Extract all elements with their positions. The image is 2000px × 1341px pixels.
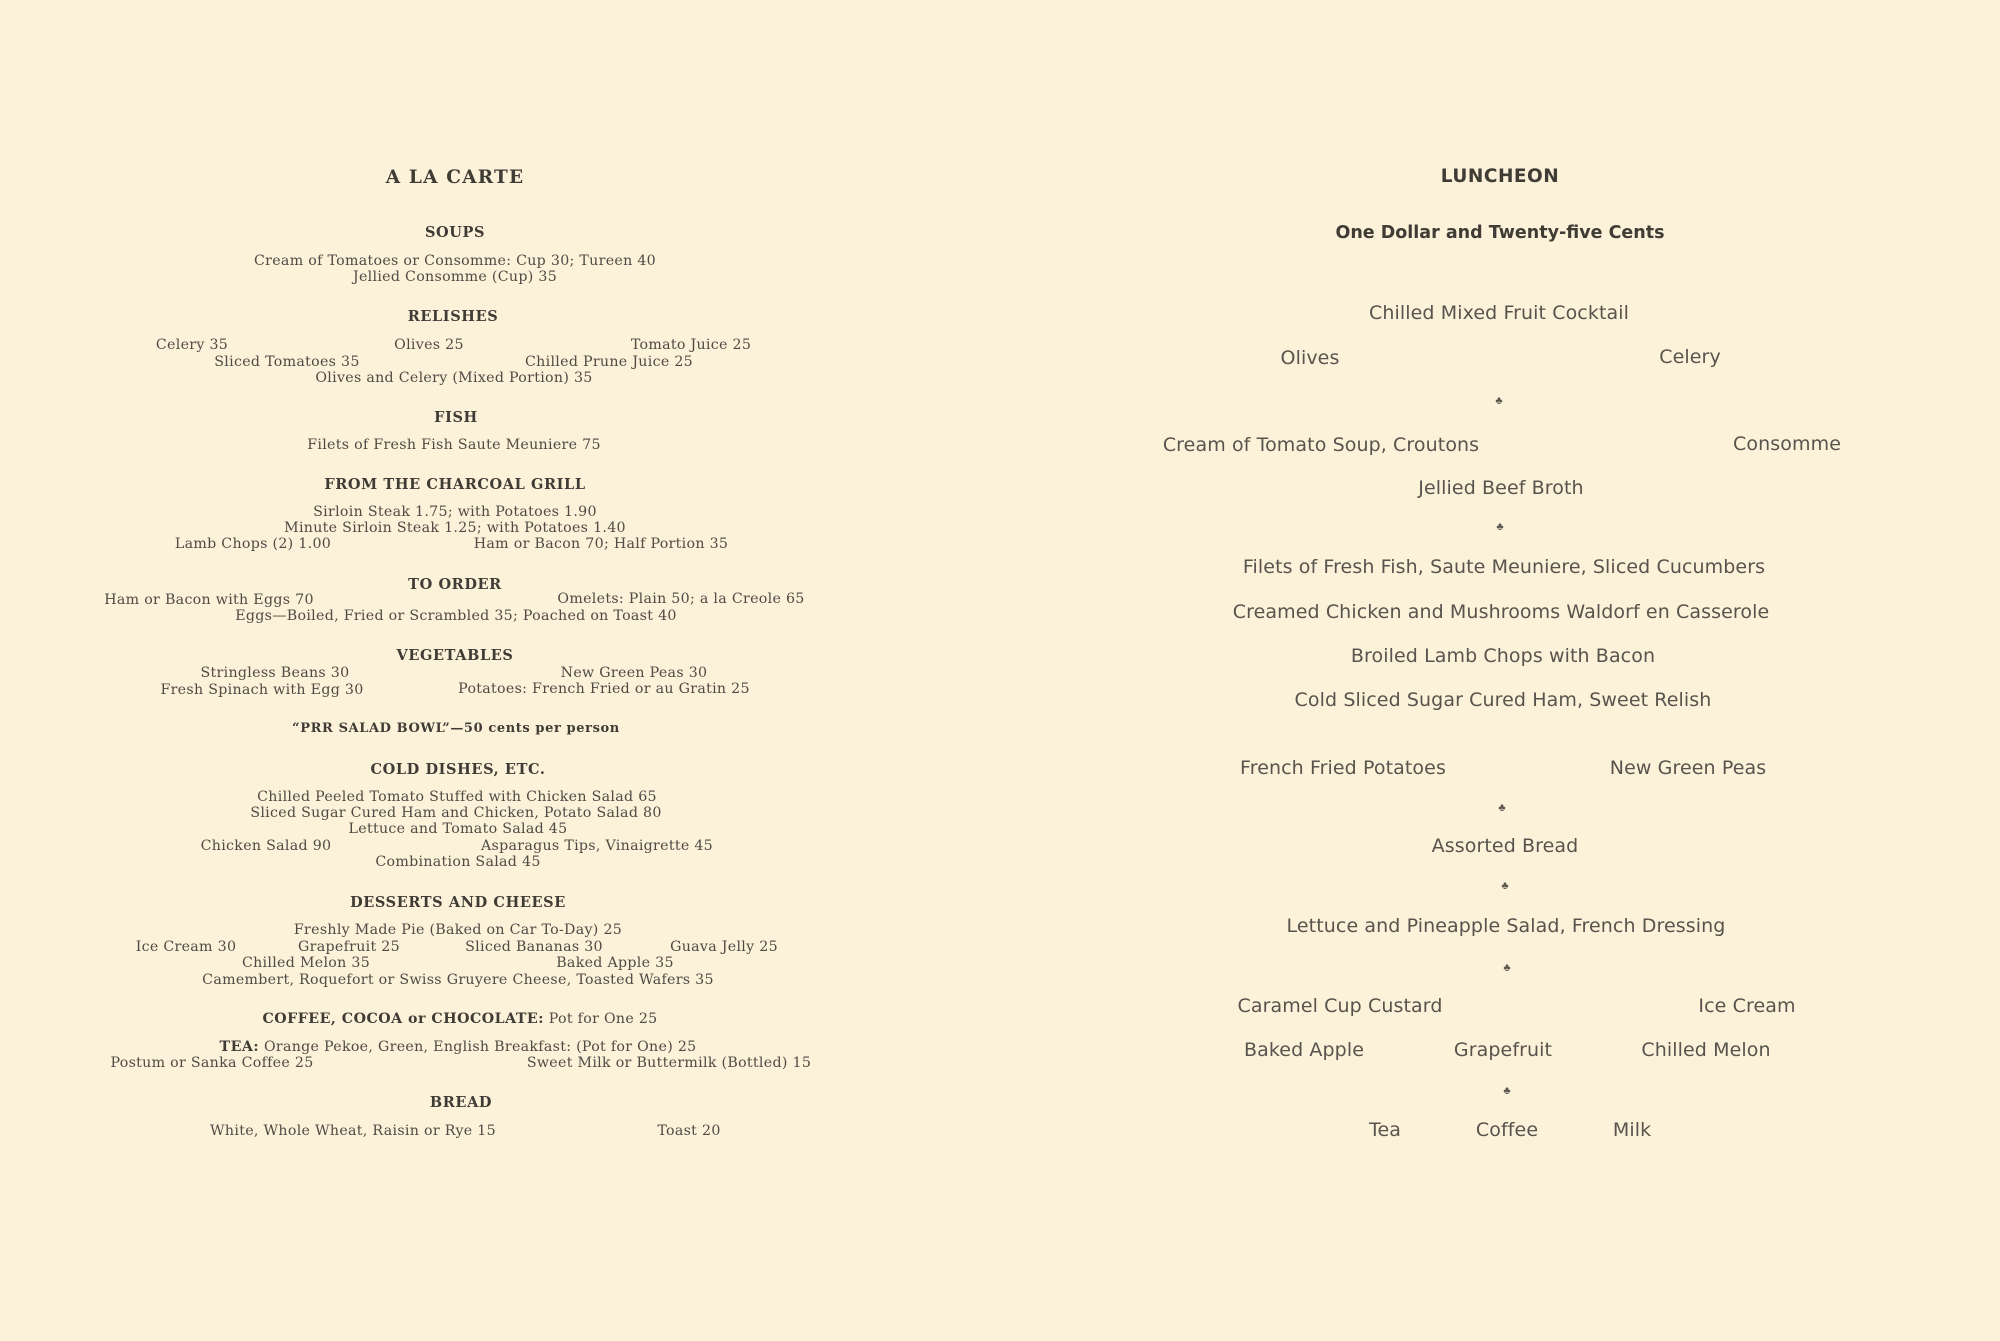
- menu-item: Baked Apple 35: [556, 955, 674, 971]
- dish: Ice Cream: [1698, 995, 1796, 1017]
- menu-item: Stringless Beans 30: [200, 665, 350, 681]
- menu-item: Chilled Prune Juice 25: [525, 354, 693, 370]
- luncheon-page: [1000, 0, 2000, 1341]
- menu-item: Camembert, Roquefort or Swiss Gruyere Cheese, Toasted Wafers 35: [202, 972, 714, 988]
- luncheon-price: One Dollar and Twenty-five Cents: [1335, 223, 1665, 243]
- menu-item: Potatoes: French Fried or au Gratin 25: [458, 681, 750, 697]
- to-order-header: TO ORDER: [408, 576, 502, 593]
- menu-item: Olives and Celery (Mixed Portion) 35: [315, 370, 593, 386]
- desserts-header: DESSERTS AND CHEESE: [350, 894, 566, 911]
- menu-item: Ham or Bacon 70; Half Portion 35: [473, 536, 729, 552]
- tea-text: Orange Pekoe, Green, English Breakfast: (Pot for One) 25: [259, 1039, 697, 1055]
- coffee-label: COFFEE, COCOA or CHOCOLATE:: [262, 1011, 544, 1027]
- fish-header: FISH: [434, 409, 478, 426]
- menu-item: Ice Cream 30: [135, 939, 237, 955]
- menu-item: Sliced Bananas 30: [465, 939, 603, 955]
- dish: Broiled Lamb Chops with Bacon: [1350, 645, 1656, 667]
- menu-item: Eggs—Boiled, Fried or Scrambled 35; Poached on Toast 40: [235, 608, 677, 624]
- coffee-line: [263, 1011, 658, 1027]
- dish: Creamed Chicken and Mushrooms Waldorf en Casserole: [1232, 601, 1770, 623]
- menu-item: Celery 35: [155, 337, 229, 353]
- ornament-icon: ♣: [1503, 962, 1511, 974]
- dish: Milk: [1612, 1119, 1652, 1141]
- menu-item: Guava Jelly 25: [670, 939, 778, 955]
- menu-item: Chicken Salad 90: [200, 838, 332, 854]
- ornament-icon: ♣: [1496, 521, 1504, 533]
- menu-item: Sliced Tomatoes 35: [214, 354, 360, 370]
- dish: New Green Peas: [1609, 757, 1767, 779]
- dish: Baked Apple: [1244, 1039, 1364, 1061]
- menu-item: Chilled Peeled Tomato Stuffed with Chicken Salad 65: [257, 789, 657, 805]
- a-la-carte-title: A LA CARTE: [385, 167, 525, 188]
- dish: Jellied Beef Broth: [1418, 477, 1584, 499]
- menu-item: Lettuce and Tomato Salad 45: [348, 821, 568, 837]
- menu-item: Olives 25: [394, 337, 464, 353]
- grill-header: FROM THE CHARCOAL GRILL: [324, 476, 586, 493]
- dish: French Fried Potatoes: [1240, 757, 1446, 779]
- menu-item: Grapefruit 25: [298, 939, 400, 955]
- vegetables-header: VEGETABLES: [396, 647, 514, 664]
- ornament-icon: ♣: [1495, 395, 1503, 407]
- menu-item: Sweet Milk or Buttermilk (Bottled) 15: [526, 1055, 812, 1071]
- soups-header: SOUPS: [424, 224, 486, 241]
- tea-line: [220, 1039, 697, 1055]
- dish: Lettuce and Pineapple Salad, French Dressing: [1286, 915, 1726, 937]
- tea-label: TEA:: [219, 1039, 260, 1055]
- cold-dishes-header: COLD DISHES, ETC.: [370, 761, 546, 778]
- dish: Filets of Fresh Fish, Saute Meuniere, Sliced Cucumbers: [1242, 556, 1766, 578]
- dish: Chilled Mixed Fruit Cocktail: [1368, 302, 1630, 324]
- coffee-text: Pot for One 25: [543, 1011, 658, 1027]
- menu-item: Lamb Chops (2) 1.00: [174, 536, 332, 552]
- menu-item: Filets of Fresh Fish Saute Meuniere 75: [307, 437, 601, 453]
- menu-item: New Green Peas 30: [560, 665, 708, 681]
- menu-line: Jellied Consomme (Cup) 35: [352, 269, 558, 285]
- dish: Celery: [1659, 346, 1721, 368]
- dish: Caramel Cup Custard: [1237, 995, 1443, 1017]
- menu-item: Omelets: Plain 50; a la Creole 65: [557, 591, 805, 607]
- dish: Grapefruit: [1453, 1039, 1553, 1061]
- menu-item: Sirloin Steak 1.75; with Potatoes 1.90: [313, 504, 597, 520]
- dish: Consomme: [1733, 433, 1841, 455]
- menu-item: Sliced Sugar Cured Ham and Chicken, Potato Salad 80: [250, 805, 662, 821]
- menu-item: Asparagus Tips, Vinaigrette 45: [481, 838, 713, 854]
- relishes-header: RELISHES: [407, 308, 499, 325]
- dish: Assorted Bread: [1431, 835, 1579, 857]
- menu-item: Chilled Melon 35: [241, 955, 371, 971]
- dish: Coffee: [1475, 1119, 1539, 1141]
- menu-item: Freshly Made Pie (Baked on Car To-Day) 25: [293, 922, 623, 938]
- luncheon-title: LUNCHEON: [1440, 166, 1560, 187]
- menu-line: Cream of Tomatoes or Consomme: Cup 30; Tureen 40: [254, 253, 656, 269]
- dish: Tea: [1368, 1119, 1402, 1141]
- menu-item: Fresh Spinach with Egg 30: [160, 682, 364, 698]
- dish: Chilled Melon: [1641, 1039, 1771, 1061]
- menu-item: Tomato Juice 25: [630, 337, 752, 353]
- menu-item: Combination Salad 45: [375, 854, 541, 870]
- dish: Olives: [1280, 347, 1340, 369]
- menu-item: Ham or Bacon with Eggs 70: [104, 592, 314, 608]
- ornament-icon: ♣: [1501, 880, 1509, 892]
- menu-item: Minute Sirloin Steak 1.25; with Potatoes 1.40: [284, 520, 626, 536]
- menu-item: Toast 20: [657, 1123, 721, 1139]
- ornament-icon: ♣: [1503, 1085, 1511, 1097]
- dish: Cold Sliced Sugar Cured Ham, Sweet Relish: [1294, 689, 1712, 711]
- salad-bowl-line: “PRR SALAD BOWL”—50 cents per person: [292, 721, 620, 736]
- menu-item: Postum or Sanka Coffee 25: [110, 1055, 314, 1071]
- ornament-icon: ♣: [1498, 802, 1506, 814]
- bread-header: BREAD: [429, 1094, 493, 1111]
- dish: Cream of Tomato Soup, Croutons: [1162, 434, 1480, 456]
- menu-item: White, Whole Wheat, Raisin or Rye 15: [210, 1123, 496, 1139]
